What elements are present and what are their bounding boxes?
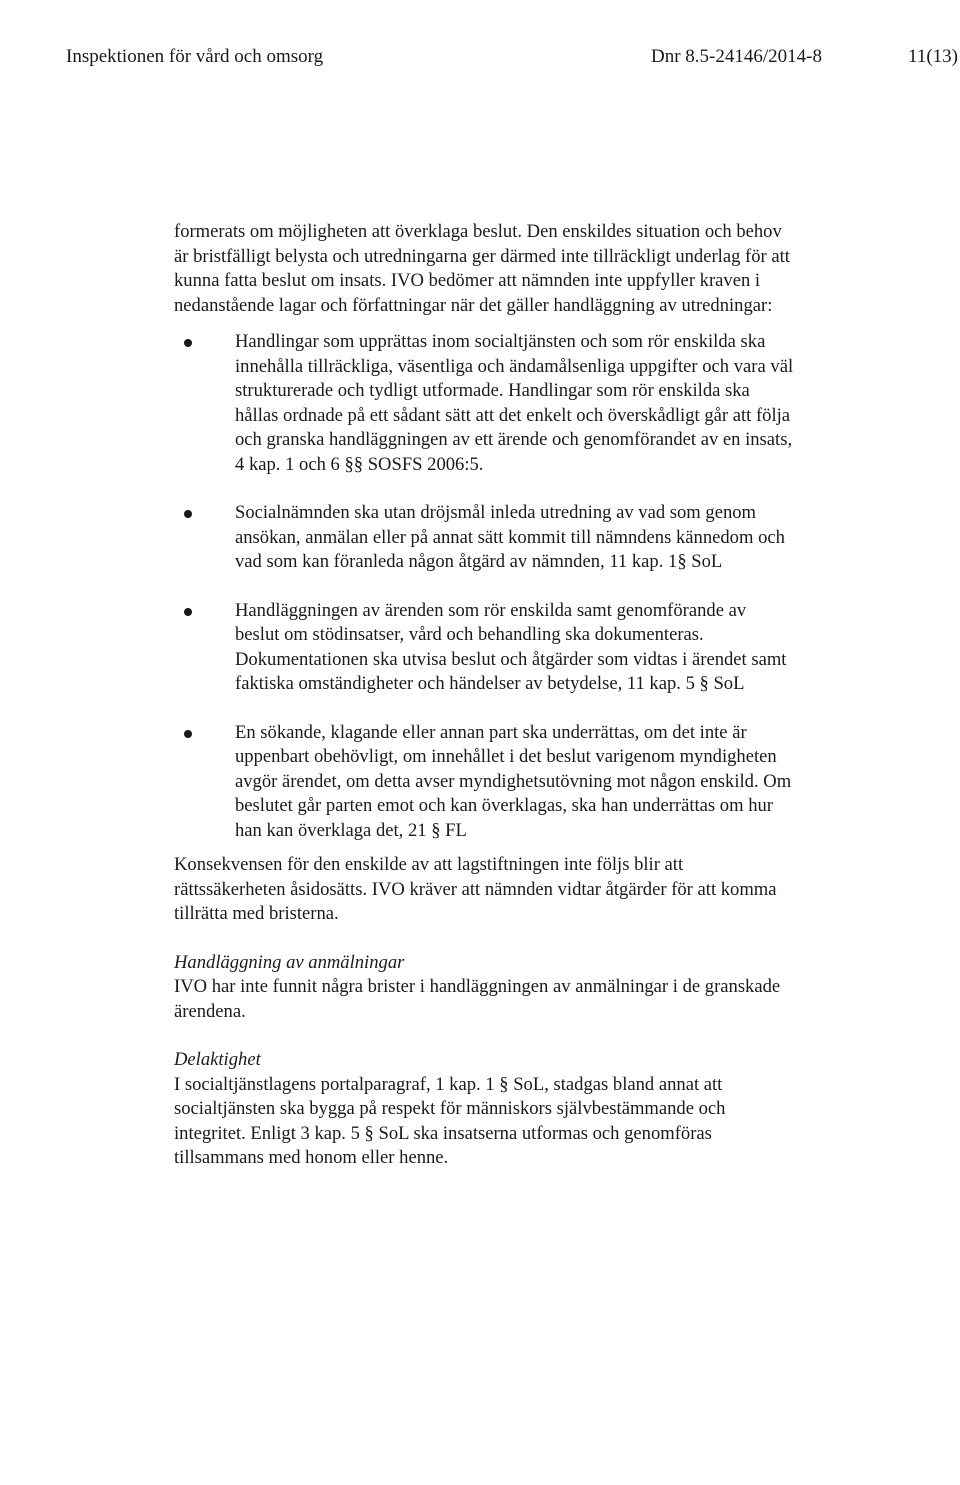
- consequence-paragraph: Konsekvensen för den enskilde av att lagstiftningen inte följs blir att rättssäkerheten åsidosätts. IVO kräver att nämnden vidtar åtgärder för att komma tillrätta med bristerna.: [174, 854, 777, 924]
- page-header: [66, 44, 958, 74]
- page-number: 11(13): [908, 46, 958, 67]
- document-number: Dnr 8.5-24146/2014-8: [651, 46, 822, 67]
- requirements-list: [174, 330, 794, 843]
- list-item-text: Handlingar som upprättas inom socialtjänsten och som rör enskilda ska innehålla tillräckliga, väsentliga och ändamålsenliga uppgifter och vara väl strukturerade och tydligt utformade. Handlingar som rör enskilda ska hållas ordnade på ett sådant sätt att det enkelt och överskådligt går att följa och granska handläggningen av ett ärende och genomförandet av en insats, 4 kap. 1 och 6 §§ SOSFS 2006:5.: [235, 331, 794, 475]
- section-body-delaktighet: I socialtjänstlagens portalparagraf, 1 kap. 1 § SoL, stadgas bland annat att socialtjänsten ska bygga på respekt för människors självbestämmande och integritet. Enligt 3 kap. 5 § SoL ska insatserna utformas och genomföras tillsammans med honom eller henne.: [174, 1073, 726, 1168]
- list-item: [174, 721, 794, 844]
- list-item-text: Handläggningen av ärenden som rör enskilda samt genomförande av beslut om stödinsatser, vård och behandling ska dokumenteras. Dokumentationen ska utvisa beslut och åtgärder som vidtas i ärendet samt faktiska omständigheter och händelser av betydelse, 11 kap. 5 § SoL: [235, 599, 787, 694]
- organization-name: Inspektionen för vård och omsorg: [66, 46, 324, 67]
- list-item: [174, 330, 794, 477]
- bullet-icon: [184, 730, 192, 738]
- section-heading-delaktighet: Delaktighet: [174, 1049, 261, 1070]
- bullet-icon: [184, 510, 192, 518]
- list-item: [174, 501, 794, 575]
- document-body: [174, 220, 794, 1171]
- section-heading-anmalningar: Handläggning av anmälningar: [174, 951, 405, 973]
- list-item-text: Socialnämnden ska utan dröjsmål inleda utredning av vad som genom ansökan, anmälan eller på annat sätt kommit till nämndens kännedom och vad som kan föranleda någon åtgärd av nämnden, 11 kap. 1§ SoL: [235, 502, 785, 572]
- list-item: [174, 599, 794, 697]
- list-item-text: En sökande, klagande eller annan part ska underrättas, om det inte är uppenbart obehövligt, om innehållet i det beslut varigenom myndigheten avgör ärendet, om detta avser myndighetsutövning mot någon enskild. Om beslutet går parten emot och kan överklagas, ska han underrättas om hur han kan överklaga det, 21 § FL: [235, 721, 792, 841]
- section-body-anmalningar: IVO har inte funnit några brister i handläggningen av anmälningar i de granskade ärendena.: [174, 976, 781, 1022]
- bullet-icon: [184, 608, 192, 616]
- intro-paragraph: formerats om möjligheten att överklaga beslut. Den enskildes situation och behov är bristfälligt belysta och utredningarna ger därmed inte tillräckligt underlag för att kunna fatta beslut om insats. IVO bedömer att nämnden inte uppfyller kraven i nedanstående lagar och författningar när det gäller handläggning av utredningar:: [174, 221, 790, 316]
- bullet-icon: [184, 339, 192, 347]
